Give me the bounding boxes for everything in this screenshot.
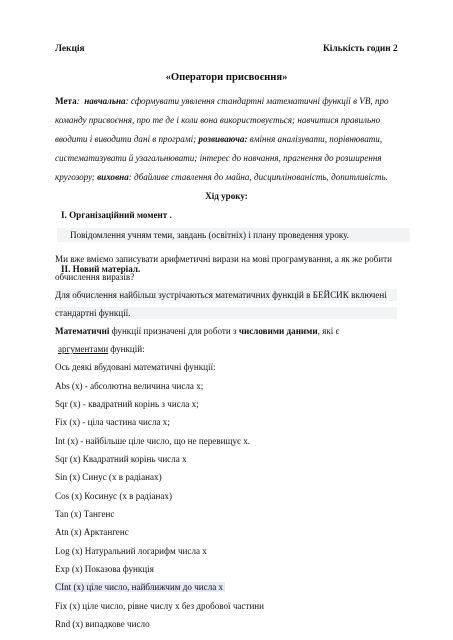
goal-edu-text-1: : сформувати уявлення стандартні математичні функції в VB, про: [125, 96, 389, 106]
function-item: Tan (x) Тангенс: [55, 509, 115, 519]
p3-end: , які є: [317, 326, 340, 336]
section1-text: Повідомлення учням теми, завдань (освітніх) і плану проведення уроку.: [57, 228, 410, 242]
p1-line-2: обчислення виразів?: [55, 272, 135, 282]
goal-line-3: [55, 134, 382, 144]
header-hours: Кількість годин 2: [323, 44, 398, 54]
function-item-highlighted: CInt (x) ціле число, найближчим до числа x: [55, 582, 224, 592]
document-title: «Оператори присвоєння»: [165, 72, 288, 83]
goal-line-2: команду присвоєння, про те де і коли вона використовується; навчитися правильно: [55, 115, 381, 125]
function-item: Fix (x) ціле число, рівне числу x без дробової частини: [55, 601, 265, 611]
goal-line-1: Мета: навчальна: сформувати уявлення стандартні математичні функції в VB, про: [55, 96, 389, 106]
function-item: Sqr (x) Квадратний корінь числа x: [55, 454, 187, 464]
goal-up-text: : дбайливе ставлення до майна, дисциплінованість, допитливість.: [128, 172, 388, 182]
section1-heading: І. Організаційний момент .: [61, 210, 172, 220]
function-item: Fix (x) - ціла частина числа x;: [55, 417, 170, 427]
course-heading: Хід уроку:: [205, 191, 248, 201]
p3-bold-2: числовими даними: [238, 326, 318, 336]
goal-label: Мета: [55, 96, 77, 106]
function-item: Sqr (x) - квадратний корінь з числа x;: [55, 399, 199, 409]
function-item: Atn (x) Арктангенс: [55, 527, 129, 537]
goal-up-label: виховна: [97, 172, 129, 182]
function-item: Abs (x) - абсолютна величина числа x;: [55, 381, 204, 391]
goal-dev-label: розвиваюча:: [198, 134, 248, 144]
goal-line-4: систематизувати й узагальнювати; інтерес до навчання, прагнення до розширення: [55, 153, 382, 163]
p2-line-1: Для обчислення найбільш зустрічаються математичних функцій в БЕЙСИК включені: [55, 289, 397, 301]
goal-edu-label: навчальна: [84, 96, 126, 106]
arguments-link[interactable]: аргументами: [58, 344, 109, 354]
goal-dev-text-3: кругозору;: [55, 172, 98, 182]
p4-intro: Ось деякі вбудовані математичні функції:: [55, 362, 216, 372]
p3-bold-1: Математичні: [55, 326, 110, 336]
function-item: Sin (x) Синус (x в радіанах): [55, 472, 162, 482]
goal-line-5: [55, 172, 388, 182]
p3-mid: функції призначені для роботи з: [109, 326, 239, 336]
function-item: Cos (x) Косинус (x в радіанах): [55, 491, 172, 501]
p3-line-2: [58, 344, 145, 354]
function-item: Exp (x) Показова функція: [55, 564, 154, 574]
goal-edu-text-3: вводити і виводити дані в програмі;: [55, 134, 199, 144]
function-item: Int (x) - найбільше ціле число, що не перевищує x.: [55, 436, 251, 446]
p3-tail: функцій:: [108, 344, 145, 354]
goal-dev-text-1: вміння аналізувати, порівнювати,: [247, 134, 383, 144]
p3-line-1: [55, 326, 339, 336]
section2-heading: ІІ. Новий матеріал.: [61, 264, 141, 274]
header-lecture: Лекція: [55, 44, 85, 54]
p2-line-2: стандартні функції.: [55, 307, 397, 319]
p1-line-1: Ми вже вміємо записувати арифметичні вирази на мові програмування, а як же робити: [55, 254, 393, 264]
function-item: Rnd (x) випадкове число: [55, 619, 150, 629]
function-item: Log (x) Натуральний логарифм числа x: [55, 546, 207, 556]
